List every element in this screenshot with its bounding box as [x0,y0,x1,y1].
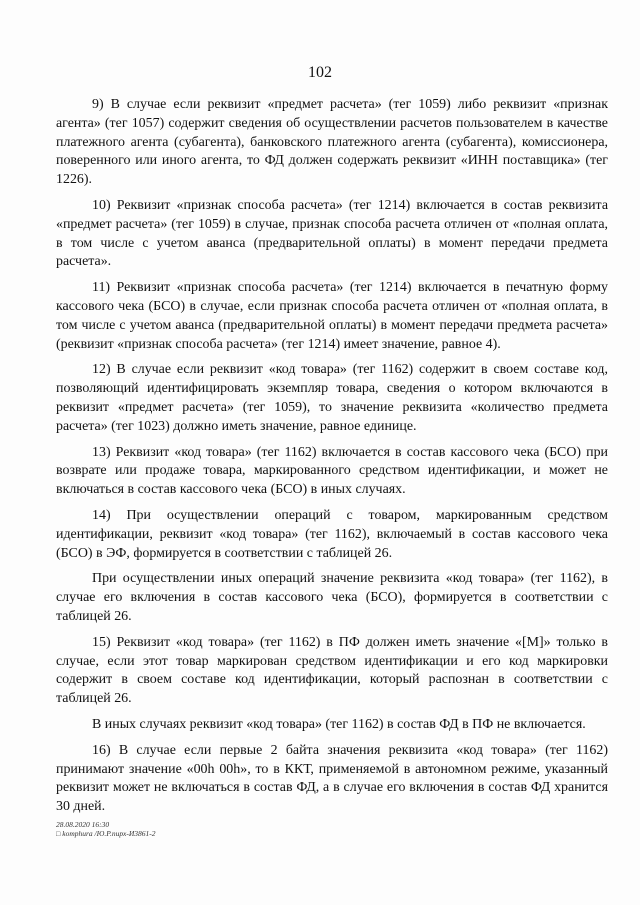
paragraph-13: 13) Реквизит «код товара» (тег 1162) включается в состав кассового чека (БСО) при возврате или продаже товара, маркированного средством идентификации, и может не включаться в состав кассового чека (БСО) в иных случаях. [56,444,608,498]
paragraph-14-continuation: При осуществлении иных операций значение реквизита «код товара» (тег 1162), в случае его включения в состав кассового чека (БСО), формируется в соответствии с таблицей 26. [56,571,608,624]
paragraph-9: 9) В случае если реквизит «предмет расчета» (тег 1059) либо реквизит «признак агента» (тег 1057) содержит сведения об осуществлении расчетов пользователем в качестве платежного агента (субагента), банковского платежного агента (субагента), комиссионера, поверенного или иного агента, то ФД должен содержать реквизит «ИНН поставщика» (тег 1226). [56,97,608,188]
document-icon: □ [56,830,61,838]
document-footer [56,820,156,839]
footer-author: komphura /Ю.Р.пирх-И3861-2 [62,829,156,838]
page-number: 102 [308,64,332,81]
paragraph-15-continuation: В иных случаях реквизит «код товара» (тег 1162) в состав ФД в ПФ не включается. [92,716,586,732]
paragraph-14: 14) При осуществлении операций с товаром, маркированным средством идентификации, реквизит «код товара» (тег 1162), включаемый в состав кассового чека (БСО) в ЭФ, формируется в соответствии с таблицей 26. [56,507,608,561]
paragraph-15: 15) Реквизит «код товара» (тег 1162) в ПФ должен иметь значение «[M]» только в случае, если этот товар маркирован средством идентификации и его код маркировки содержит в своем составе код идентификации, который распознан в соответствии с таблицей 26. [56,634,608,707]
footer-date: 28.08.2020 16:30 [56,820,110,829]
paragraph-16: 16) В случае если первые 2 байта значения реквизита «код товара» (тег 1162) принимают значение «00h 00h», то в ККТ, применяемой в автономном режиме, указанный реквизит может не включаться в состав ФД, а в случае его включения в состав ФД хранится 30 дней. [56,742,608,815]
paragraph-12: 12) В случае если реквизит «код товара» (тег 1162) содержит в своем составе код, позволяющий идентифицировать экземпляр товара, сведения о котором включаются в реквизит «предмет расчета» (тег 1059), то значение реквизита «количество предмета расчета» (тег 1023) должно иметь значение, равное единице. [56,362,608,434]
document-body [56,96,608,824]
footer-author-line [56,829,156,839]
paragraph-10: 10) Реквизит «признак способа расчета» (тег 1214) включается в состав реквизита «предмет расчета» (тег 1059) в случае, признак способа расчета отличен от «полная оплата, в том числе с учетом аванса (предварительной оплаты) в момент передачи предмета расчета». [56,197,608,270]
paragraph-11: 11) Реквизит «признак способа расчета» (тег 1214) включается в печатную форму кассового чека (БСО) в случае, если признак способа расчета отличен от «полная оплата, в том числе с учетом аванса (предварительной оплаты) в момент передачи предмета расчета» (реквизит «признак способа расчета» (тег 1214) имеет значение, равное 4). [56,280,608,352]
